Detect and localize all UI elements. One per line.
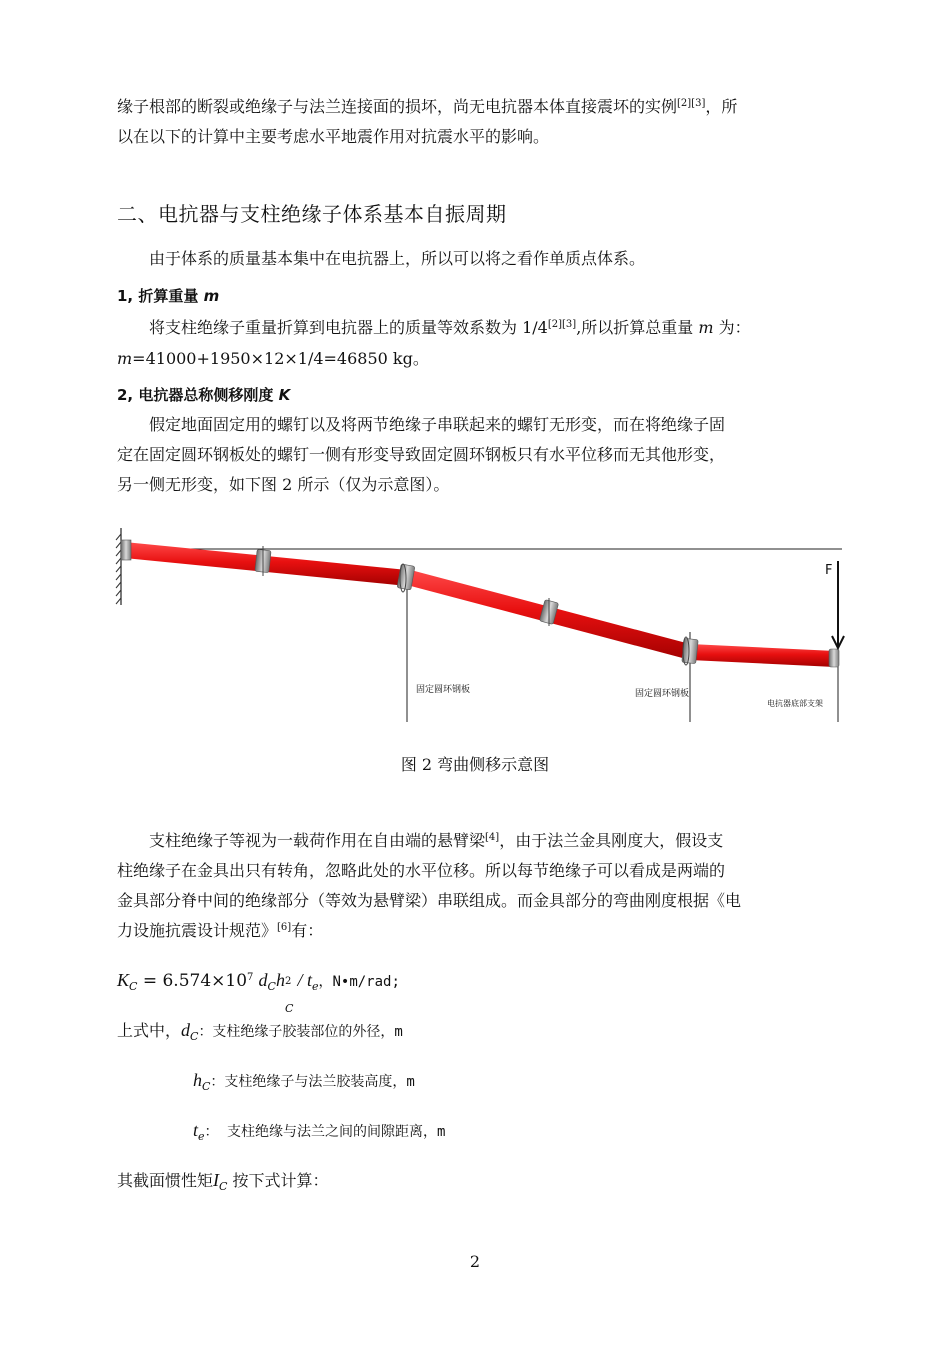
symbol: K bbox=[117, 970, 130, 990]
support-label: 电抗器底部支架 bbox=[767, 699, 823, 708]
paragraph-continuation bbox=[117, 92, 849, 152]
subscript: C bbox=[129, 980, 138, 994]
paragraph-text: ，由于法兰金具刚度大，假设支 bbox=[499, 831, 724, 850]
paragraph-text: 另一侧无形变，如下图 2 所示（仅为示意图）。 bbox=[117, 475, 450, 494]
beam-segment bbox=[690, 644, 835, 667]
force-label: F bbox=[825, 563, 833, 578]
flange-joint bbox=[682, 637, 698, 665]
definition-d bbox=[117, 1015, 849, 1052]
symbol: t bbox=[193, 1120, 199, 1140]
paragraph-mass bbox=[117, 313, 849, 343]
symbol: m bbox=[117, 349, 133, 368]
unit-text: ，N•m/rad; bbox=[318, 974, 400, 990]
subscript: e bbox=[198, 1130, 205, 1144]
symbol: h bbox=[275, 970, 285, 990]
symbol: d bbox=[181, 1020, 191, 1040]
paragraph-text: 金具部分脊中间的绝缘部分（等效为悬臂梁）串联组成。而金具部分的弯曲刚度根据《电 bbox=[117, 891, 742, 910]
citation: [4] bbox=[485, 832, 500, 843]
paragraph-text: 柱绝缘子在金具出只有转角，忽略此处的水平位移。所以每节绝缘子可以看成是两端的 bbox=[117, 861, 726, 880]
paragraph: 由于体系的质量基本集中在电抗器上，所以可以将之看作单质点体系。 bbox=[149, 249, 646, 268]
formula-mass bbox=[117, 344, 849, 374]
paragraph-text: 按下式计算： bbox=[227, 1171, 329, 1190]
bending-figure bbox=[0, 520, 950, 730]
paragraph-text: 假定地面固定用的螺钉以及将两节绝缘子串联起来的螺钉无形变，而在将绝缘子固 bbox=[149, 415, 726, 434]
symbol: I bbox=[213, 1170, 220, 1190]
subscript: e bbox=[311, 980, 319, 994]
symbol: m bbox=[698, 318, 714, 337]
subsection-label: 1, 折算重量 bbox=[117, 287, 204, 305]
beam bbox=[125, 542, 835, 667]
paragraph-text: ，所 bbox=[705, 97, 738, 116]
definition-t bbox=[193, 1115, 843, 1152]
definition-text: ：支柱绝缘子与法兰胶装高度，m bbox=[210, 1074, 415, 1090]
fixed-support-wall bbox=[116, 528, 121, 605]
citation: [2][3] bbox=[677, 98, 706, 109]
paragraph-text: 其截面惯性矩 bbox=[117, 1171, 214, 1190]
formula-text: =41000+1950×12×1/4=46850 kg。 bbox=[132, 349, 429, 368]
plate-label-2: 固定圆环钢板 bbox=[635, 689, 690, 699]
formula-text: = 6.574×10 bbox=[137, 971, 248, 991]
symbol: h bbox=[193, 1070, 202, 1090]
formula-kc: $K_C = 6.574\times 10^7$ $d_Ch$ 2 C / $t_e$，N•m/rad; bbox=[117, 965, 849, 1002]
citation: [2][3] bbox=[547, 319, 577, 330]
definition-text: ：支柱绝缘子胶装部位的外径，m bbox=[198, 1024, 403, 1040]
paragraph-text: 以在以下的计算中主要考虑水平地震作用对抗震水平的影响。 bbox=[117, 127, 550, 146]
subsection-symbol: K bbox=[278, 386, 291, 404]
paragraph-text: 支柱绝缘子等视为一载荷作用在自由端的悬臂梁 bbox=[149, 831, 486, 850]
paragraph-text: 力设施抗震设计规范》 bbox=[117, 921, 278, 940]
subsection-label: 2, 电抗器总称侧移刚度 bbox=[117, 386, 279, 404]
definition-text: ： 支柱绝缘与法兰之间的间隙距离，m bbox=[204, 1124, 446, 1140]
paragraph-text: 将支柱绝缘子重量折算到电抗器上的质量等效系数为 1/4 bbox=[149, 318, 548, 337]
section-heading: 二、电抗器与支柱绝缘子体系基本自振周期 bbox=[117, 202, 507, 226]
figure-caption: 图 2 弯曲侧移示意图 bbox=[400, 755, 550, 774]
root-flange bbox=[121, 540, 131, 560]
flange-joint bbox=[255, 546, 271, 576]
subscript: C bbox=[267, 980, 276, 994]
subscript: C bbox=[219, 1180, 228, 1194]
subsection-heading-1 bbox=[117, 285, 219, 306]
paragraph-text: 为： bbox=[713, 318, 751, 337]
paragraph-text: 缘子根部的断裂或绝缘子与法兰连接面的损坏，尚无电抗器本体直接震坏的实例 bbox=[117, 97, 678, 116]
paragraph-inertia bbox=[117, 1165, 849, 1202]
subscript: C bbox=[284, 1002, 294, 1015]
flange-joint bbox=[397, 564, 415, 592]
subscript: C bbox=[202, 1080, 211, 1094]
subsection-symbol: m bbox=[203, 287, 220, 305]
plate-label-1: 固定圆环钢板 bbox=[416, 685, 471, 695]
citation: [6] bbox=[277, 922, 292, 933]
free-end-cap bbox=[829, 649, 839, 667]
symbol: / t bbox=[292, 970, 312, 990]
subscript: C bbox=[190, 1030, 199, 1044]
paragraph-cantilever bbox=[117, 826, 849, 946]
superscript: 7 bbox=[247, 972, 254, 983]
definition-h bbox=[193, 1065, 843, 1102]
force-arrow bbox=[832, 561, 844, 648]
paragraph-text: ,所以折算总重量 bbox=[576, 318, 699, 337]
paragraph-text: 有： bbox=[291, 921, 324, 940]
subsection-heading-2 bbox=[117, 384, 290, 405]
paragraph-text: 定在固定圆环钢板处的螺钉一侧有形变导致固定圆环钢板只有水平位移而无其他形变， bbox=[117, 445, 726, 464]
paragraph-assumption bbox=[117, 410, 849, 500]
paragraph-text: 上式中， bbox=[117, 1021, 182, 1040]
page-number: 2 bbox=[469, 1252, 481, 1271]
symbol: d bbox=[258, 970, 268, 990]
